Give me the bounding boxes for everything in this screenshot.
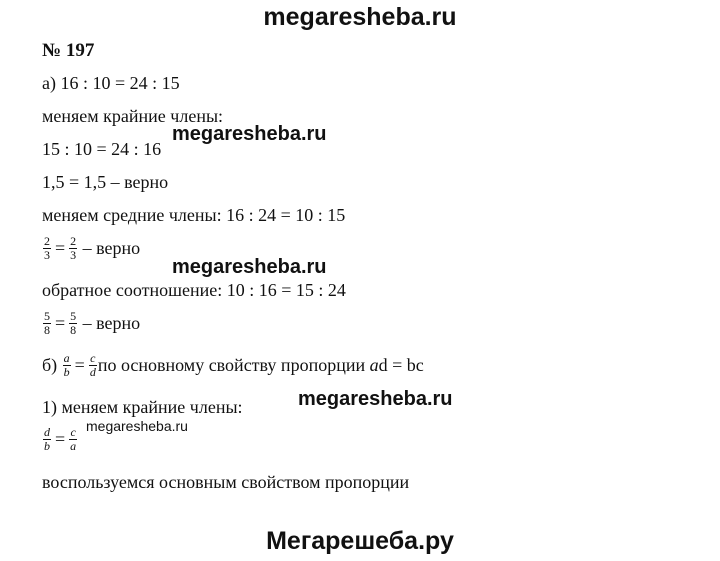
denominator: b xyxy=(63,365,70,379)
site-watermark-top: megaresheba.ru xyxy=(263,3,457,31)
numerator: a xyxy=(63,351,70,365)
formula-rest: d = bc xyxy=(378,355,424,375)
part-a-swapped-extremes: 15 : 10 = 24 : 16 xyxy=(42,139,162,159)
numerator: 2 xyxy=(70,234,77,248)
part-b-use-property: воспользуемся основным свойством пропорции xyxy=(42,472,410,492)
denominator: 3 xyxy=(70,248,77,262)
numerator: 5 xyxy=(70,309,77,323)
fraction xyxy=(89,352,97,379)
fraction xyxy=(69,426,77,453)
property-text: по основному свойству пропорции xyxy=(97,355,370,375)
denominator: a xyxy=(70,439,77,453)
part-a-inverse-ratio: обратное соотношение: 10 : 16 = 15 : 24 xyxy=(42,280,346,300)
part-a-check-1: 1,5 = 1,5 – верно xyxy=(42,172,169,192)
part-b-step-swap-extremes: 1) меняем крайние члены: xyxy=(42,397,243,417)
part-a-fraction-check-2 xyxy=(42,310,140,337)
inline-watermark-3: megaresheba.ru xyxy=(298,388,453,410)
inline-watermark-2: megaresheba.ru xyxy=(172,256,327,278)
inline-watermark-1: megaresheba.ru xyxy=(172,123,327,145)
denominator: b xyxy=(44,439,50,453)
numerator: d xyxy=(44,425,50,439)
part-a-step-swap-extremes: меняем крайние члены: xyxy=(42,106,224,126)
verdict-text: – верно xyxy=(82,313,141,333)
fraction xyxy=(43,426,51,453)
part-b-label: б) xyxy=(42,355,58,375)
equals-sign: = xyxy=(55,238,66,258)
verdict-text: – верно xyxy=(82,238,141,258)
denominator: 8 xyxy=(70,323,77,337)
part-a-swap-means: меняем средние члены: 16 : 24 = 10 : 15 xyxy=(42,205,346,225)
variable-a: a xyxy=(369,355,379,375)
denominator: d xyxy=(89,365,96,379)
fraction xyxy=(69,235,77,262)
equals-sign: = xyxy=(74,355,85,375)
small-watermark: megaresheba.ru xyxy=(86,418,188,434)
numerator: 2 xyxy=(44,234,50,248)
site-watermark-bottom: Мегарешеба.ру xyxy=(266,527,454,555)
part-a-fraction-check-1 xyxy=(42,235,140,262)
equals-sign: = xyxy=(55,429,66,449)
part-b-swapped-fraction xyxy=(42,426,78,453)
denominator: 3 xyxy=(44,248,50,262)
fraction xyxy=(69,310,77,337)
task-number: № 197 xyxy=(42,40,95,61)
part-b-proportion xyxy=(42,352,424,379)
numerator: 5 xyxy=(44,309,50,323)
fraction xyxy=(43,235,51,262)
denominator: 8 xyxy=(44,323,50,337)
part-a-equation: а) 16 : 10 = 24 : 15 xyxy=(42,73,180,93)
numerator: c xyxy=(90,351,96,365)
numerator: c xyxy=(70,425,76,439)
fraction xyxy=(63,352,71,379)
equals-sign: = xyxy=(55,313,66,333)
fraction xyxy=(43,310,51,337)
